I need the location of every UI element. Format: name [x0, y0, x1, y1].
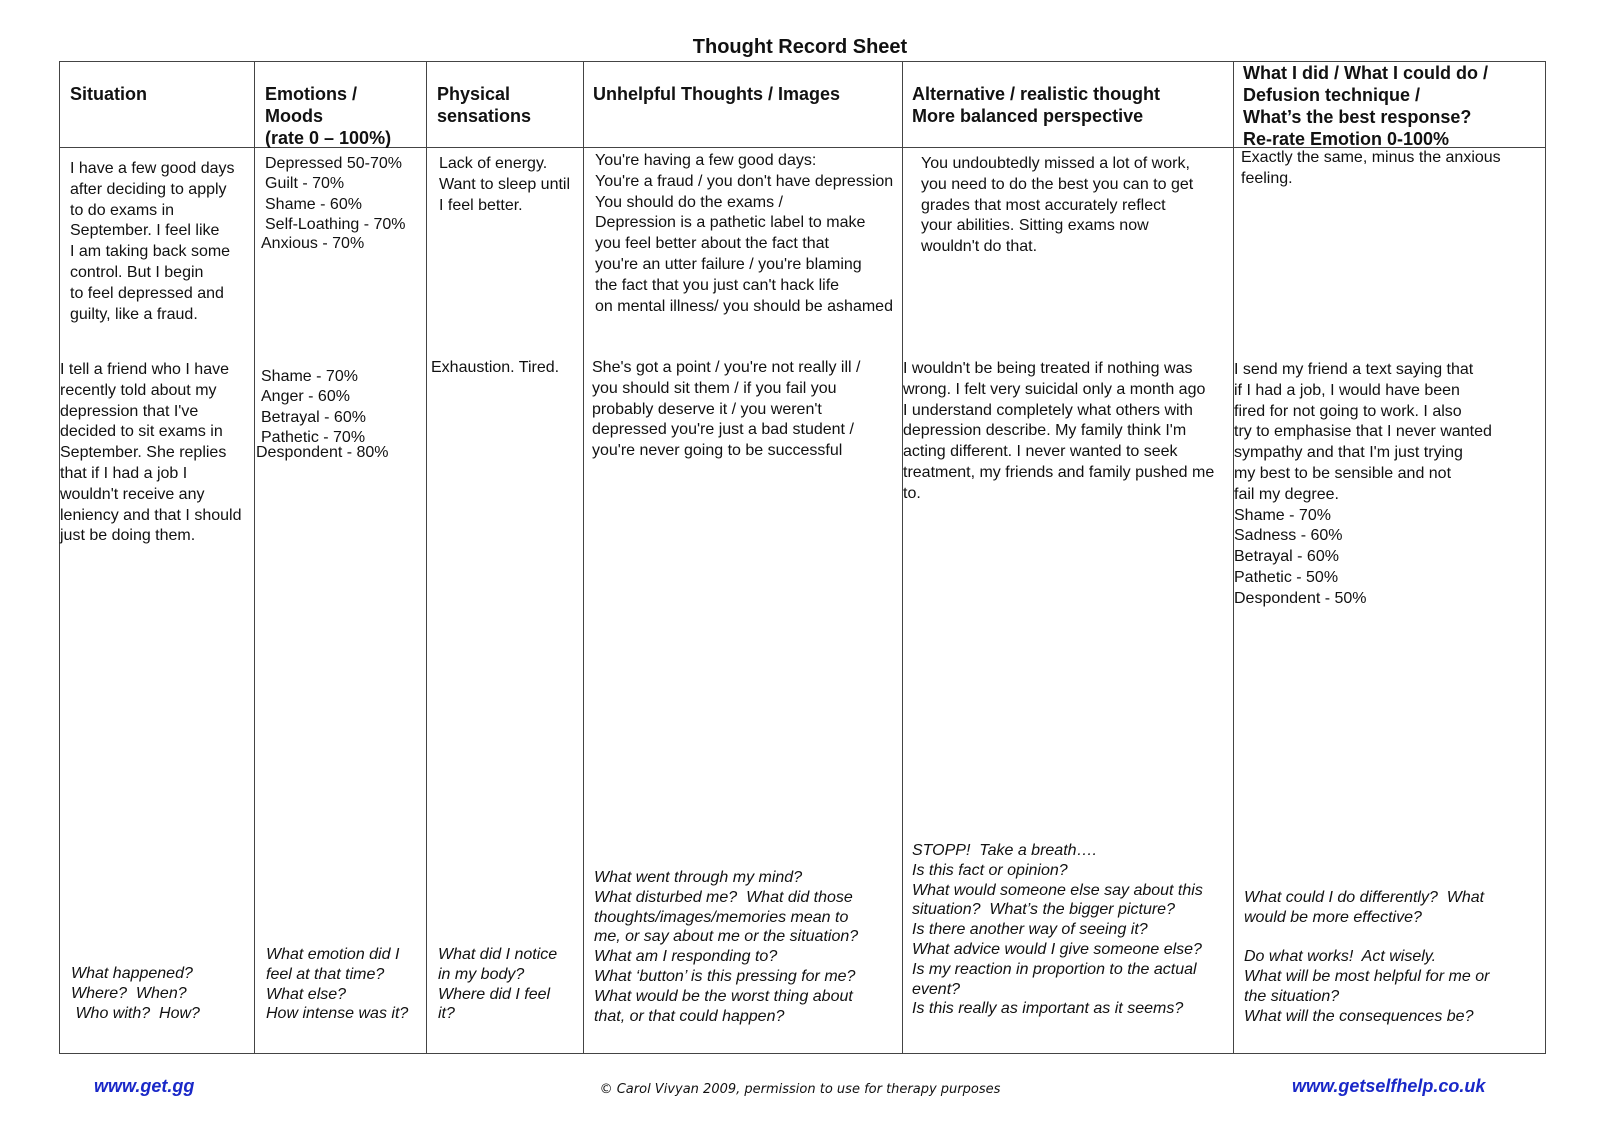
row2-situation: I tell a friend who I have recently told about my depression that I've decided to sit exams in September. She replies that if I had a job I wouldn't receive any leniency and that I should just be doing them.: [60, 361, 242, 545]
prompt-physical: What did I notice in my body? Where did I feel it?: [438, 946, 558, 1023]
row1-emotion-5: Anxious - 70%: [261, 235, 365, 252]
row1-emotion-2: Guilt - 70%: [265, 175, 345, 192]
row1-emotion-3: Shame - 60%: [265, 196, 362, 213]
column-divider: [583, 62, 584, 1053]
column-divider: [902, 62, 903, 1053]
row1-emotion-4: Self-Loathing - 70%: [265, 216, 406, 233]
row2-emotion-4: Pathetic - 70%: [261, 429, 366, 446]
row1-emotion-1: Depressed 50-70%: [265, 155, 402, 172]
thought-record-table: [59, 61, 1546, 1054]
row2-emotion-1: Shame - 70%: [261, 368, 358, 385]
header-unhelpful-thoughts: Unhelpful Thoughts / Images: [593, 84, 840, 104]
row2-emotion-3: Betrayal - 60%: [261, 409, 366, 426]
row2-unhelpful: She's got a point / you're not really ill / you should sit them / if you fail you probably deserve it / you weren't depressed you're just a bad student / you're never going to be successful: [592, 359, 861, 460]
row1-situation: I have a few good days after deciding to apply to do exams in September. I feel like I am taking back some control. But I begin to feel depressed and guilty, like a fraud.: [70, 160, 235, 323]
prompt-what-i-did: What could I do differently? What would be more effective? Do what works! Act wisely. What will be most helpful for me or the situation? What will the consequences be?: [1244, 889, 1490, 1025]
header-physical: Physical sensations: [437, 84, 532, 126]
prompt-emotions: What emotion did I feel at that time? What else? How intense was it?: [266, 946, 409, 1023]
row2-what-i-did: I send my friend a text saying that if I had a job, I would have been fired for not going to work. I also try to emphasise that I never wanted sympathy and that I'm just trying my best to be sensible and not fail my degree. Shame - 70% Sadness - 60% Betrayal - 60% Pathetic - 50% Despondent - 50%: [1234, 361, 1492, 607]
row1-physical: Lack of energy. Want to sleep until I feel better.: [439, 155, 571, 214]
footer-link-getgg[interactable]: www.get.gg: [94, 1076, 195, 1096]
row2-emotion-2: Anger - 60%: [261, 388, 350, 405]
footer-link-getselfhelp[interactable]: www.getselfhelp.co.uk: [1292, 1076, 1486, 1096]
header-what-i-did: What I did / What I could do / Defusion technique / What’s the best response? Re-rate Emotion 0-100%: [1243, 63, 1488, 149]
header-alternative-thought: Alternative / realistic thought More balanced perspective: [912, 84, 1161, 126]
prompt-alternative: STOPP! Take a breath…. Is this fact or opinion? What would someone else say about this situation? What’s the bigger picture? Is there another way of seeing it? What advice would I give someone else? Is my reaction in proportion to the actual event? Is this really as important as it seems?: [912, 842, 1203, 1018]
page-title: Thought Record Sheet: [692, 36, 908, 58]
prompt-unhelpful: What went through my mind? What disturbed me? What did those thoughts/images/memories mean to me, or say about me or the situation? What am I responding to? What ‘button’ is this pressing for me? What would be the worst thing about that, or that could happen?: [594, 869, 859, 1025]
row1-alternative: You undoubtedly missed a lot of work, you need to do the best you can to get grades that most accurately reflect your abilities. Sitting exams now wouldn't do that.: [921, 155, 1194, 256]
column-divider: [426, 62, 427, 1053]
row2-physical: Exhaustion. Tired.: [431, 359, 560, 376]
row1-unhelpful: You're having a few good days: You're a fraud / you don't have depression You should do the exams / Depression is a pathetic label to make you feel better about the fact that you're an utter failure / you're blaming the fact that you just can't hack life on mental illness/ you should be ashamed: [595, 152, 894, 315]
row2-alternative: I wouldn't be being treated if nothing was wrong. I felt very suicidal only a month ago I understand completely what others with depression describe. My family think I'm acting different. I never wanted to seek treatment, my friends and family pushed me to.: [903, 360, 1215, 502]
header-emotions: Emotions / Moods (rate 0 – 100%): [265, 84, 392, 148]
column-divider: [254, 62, 255, 1053]
prompt-situation: What happened? Where? When? Who with? How?: [71, 965, 200, 1022]
header-situation: Situation: [70, 84, 147, 104]
row2-emotion-5: Despondent - 80%: [256, 444, 389, 461]
row1-what-i-did: Exactly the same, minus the anxious feeling.: [1241, 149, 1501, 187]
footer-copyright: © Carol Vivyan 2009, permission to use for therapy purposes: [599, 1082, 1001, 1097]
